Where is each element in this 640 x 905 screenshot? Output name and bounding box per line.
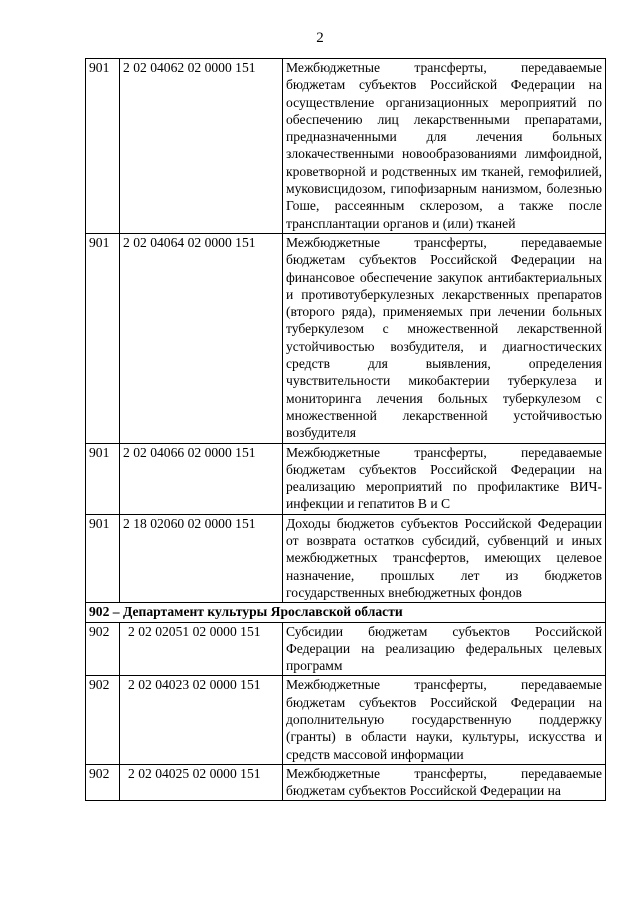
admin-code-cell: 901 [86, 443, 120, 514]
description-cell: Межбюджетные трансферты, передаваемые бюджетам субъектов Российской Федерации на дополнительную государственную поддержку (гранты) в области науки, культуры, искусства и средств массовой информации [283, 676, 606, 764]
budget-code-cell: 2 02 04066 02 0000 151 [120, 443, 283, 514]
table-row [86, 764, 606, 801]
page-number: 2 [316, 30, 324, 46]
budget-code-cell: 2 02 04025 02 0000 151 [120, 764, 283, 801]
admin-code-cell: 901 [86, 233, 120, 443]
table-row [86, 676, 606, 764]
table-row [86, 233, 606, 443]
description-cell: Межбюджетные трансферты, передаваемые бюджетам субъектов Российской Федерации на [283, 764, 606, 801]
budget-code-cell: 2 18 02060 02 0000 151 [120, 514, 283, 602]
section-header: 902 – Департамент культуры Ярославской области [86, 603, 606, 622]
admin-code-cell: 901 [86, 514, 120, 602]
budget-code-cell: 2 02 04062 02 0000 151 [120, 59, 283, 234]
table-row [86, 514, 606, 602]
admin-code-cell: 902 [86, 622, 120, 676]
description-cell: Межбюджетные трансферты, передаваемые бюджетам субъектов Российской Федерации на финансовое обеспечение закупок антибактериальных и противотуберкулезных лекарственных препаратов (второго ряда), применяемых при лечении больных туберкулезом с множественной лекарственной устойчивостью возбудителя, и диагностических средств для выявления, определения чувствительности микобактерии туберкулеза и мониторинга лечения больных туберкулезом с множественной лекарственной устойчивостью возбудителя [283, 233, 606, 443]
table-row [86, 622, 606, 676]
description-cell: Субсидии бюджетам субъектов Российской Федерации на реализацию федеральных целевых программ [283, 622, 606, 676]
budget-code-cell: 2 02 02051 02 0000 151 [120, 622, 283, 676]
budget-code-cell: 2 02 04064 02 0000 151 [120, 233, 283, 443]
description-cell: Межбюджетные трансферты, передаваемые бюджетам субъектов Российской Федерации на осуществление организационных мероприятий по обеспечению лиц лекарственными препаратами, предназначенными для лечения больных злокачественными новообразованиями лимфоидной, кроветворной и родственных им тканей, гемофилией, муковисцидозом, гипофизарным нанизмом, болезнью Гоше, рассеянным склерозом, а также после трансплантации органов и (или) тканей [283, 59, 606, 234]
admin-code-cell: 902 [86, 764, 120, 801]
admin-code-cell: 901 [86, 59, 120, 234]
budget-code-cell: 2 02 04023 02 0000 151 [120, 676, 283, 764]
description-cell: Межбюджетные трансферты, передаваемые бюджетам субъектов Российской Федерации на реализацию мероприятий по профилактике ВИЧ-инфекции и гепатитов В и С [283, 443, 606, 514]
admin-code-cell: 902 [86, 676, 120, 764]
table-row [86, 443, 606, 514]
table-row [86, 59, 606, 234]
income-codes-table [85, 58, 606, 801]
description-cell: Доходы бюджетов субъектов Российской Федерации от возврата остатков субсидий, субвенций и иных межбюджетных трансфертов, имеющих целевое назначение, прошлых лет из бюджетов государственных внебюджетных фондов [283, 514, 606, 602]
section-header-row [86, 603, 606, 622]
